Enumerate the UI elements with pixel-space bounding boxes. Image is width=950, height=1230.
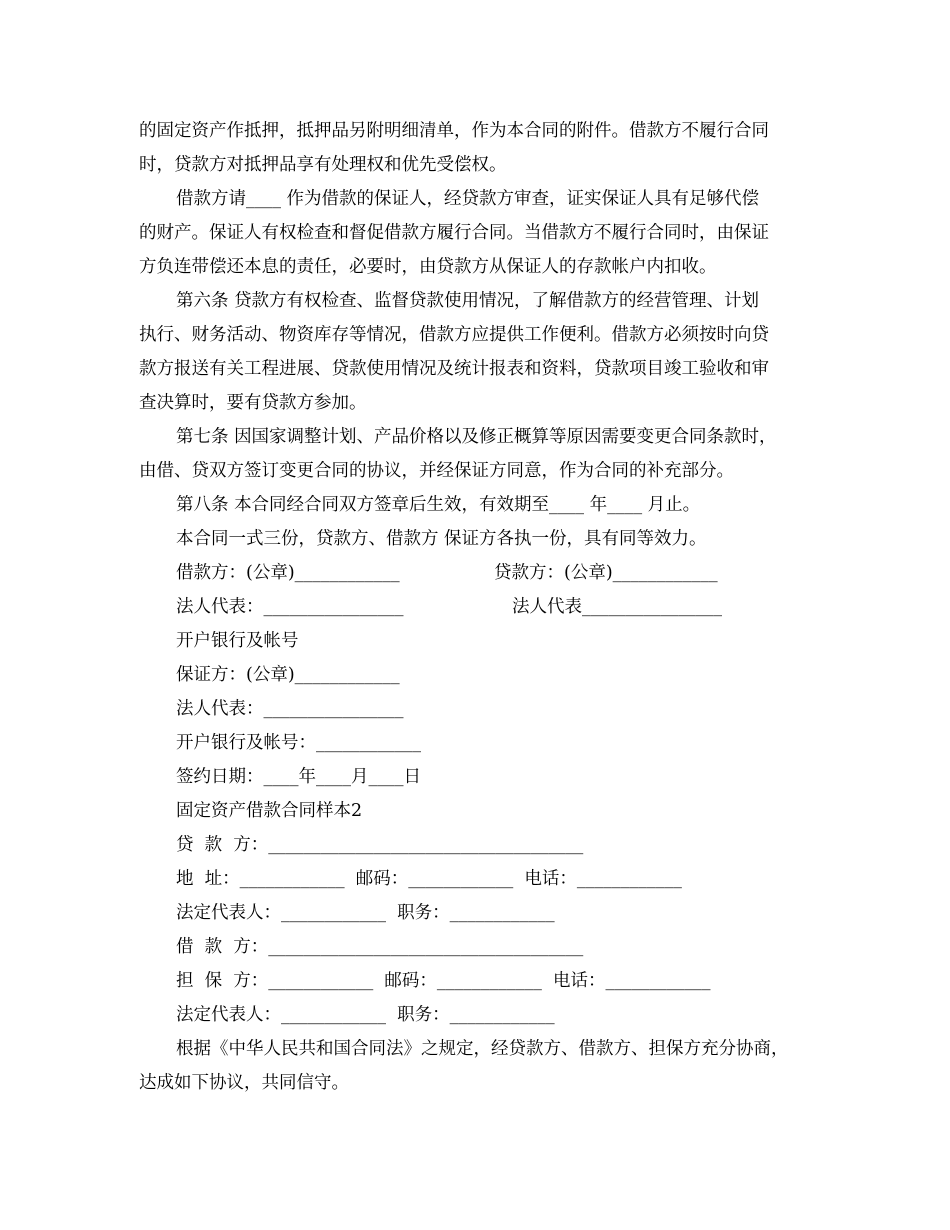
paragraph-line: 方负连带偿还本息的责任，必要时，由贷款方从保证人的存款帐户内扣收。 — [139, 257, 717, 277]
signature-field: 法人代表________________ — [512, 597, 722, 617]
paragraph-line: 根据《中华人民共和国合同法》之规定，经贷款方、借款方、担保方充分协商， — [176, 1039, 789, 1059]
signature-field: 法人代表：________________ — [176, 699, 404, 719]
signature-field: 贷款方：(公章)____________ — [494, 563, 718, 583]
paragraph-line: 的固定资产作抵押，抵押品另附明细清单，作为本合同的附件。借款方不履行合同 — [139, 121, 769, 141]
paragraph-line: 借款方请____ 作为借款的保证人，经贷款方审查，证实保证人具有足够代偿 — [176, 189, 760, 209]
signature-field: 借款方：(公章)____________ — [176, 563, 400, 583]
paragraph-line: 第七条 因国家调整计划、产品价格以及修正概算等原因需要变更合同条款时， — [176, 427, 777, 447]
form-field: 贷 款 方：____________________________________ — [176, 835, 584, 855]
signature-field: 签约日期：____年____月____日 — [176, 767, 421, 787]
signature-field: 开户银行及帐号 — [176, 631, 299, 651]
form-field: 担 保 方：____________ 邮码：____________ 电话：____________ — [176, 971, 711, 991]
paragraph-line: 第八条 本合同经合同双方签章后生效，有效期至____ 年____ 月止。 — [176, 495, 701, 515]
paragraph-line: 查决算时，要有贷款方参加。 — [139, 393, 367, 413]
paragraph-line: 执行、财务活动、物资库存等情况，借款方应提供工作便利。借款方必须按时向贷 — [139, 325, 769, 345]
form-field: 借 款 方：____________________________________ — [176, 937, 584, 957]
paragraph-line: 第六条 贷款方有权检查、监督贷款使用情况，了解借款方的经营管理、计划 — [176, 291, 760, 311]
paragraph-line: 本合同一式三份，贷款方、借款方 保证方各执一份，具有同等效力。 — [176, 529, 707, 549]
form-field: 法定代表人：____________ 职务：____________ — [176, 1005, 555, 1025]
form-field: 地 址：____________ 邮码：____________ 电话：____________ — [176, 869, 682, 889]
paragraph-line: 的财产。保证人有权检查和督促借款方履行合同。当借款方不履行合同时，由保证 — [139, 223, 769, 243]
signature-field: 开户银行及帐号：____________ — [176, 733, 421, 753]
form-field: 法定代表人：____________ 职务：____________ — [176, 903, 555, 923]
paragraph-line: 达成如下协议，共同信守。 — [139, 1073, 349, 1093]
section-title: 固定资产借款合同样本2 — [176, 801, 363, 821]
signature-field: 保证方：(公章)____________ — [176, 665, 400, 685]
signature-field: 法人代表：________________ — [176, 597, 404, 617]
paragraph-line: 由借、贷双方签订变更合同的协议，并经保证方同意，作为合同的补充部分。 — [139, 461, 734, 481]
paragraph-line: 时，贷款方对抵押品享有处理权和优先受偿权。 — [139, 155, 507, 175]
paragraph-line: 款方报送有关工程进展、贷款使用情况及统计报表和资料，贷款项目竣工验收和审 — [139, 359, 769, 379]
